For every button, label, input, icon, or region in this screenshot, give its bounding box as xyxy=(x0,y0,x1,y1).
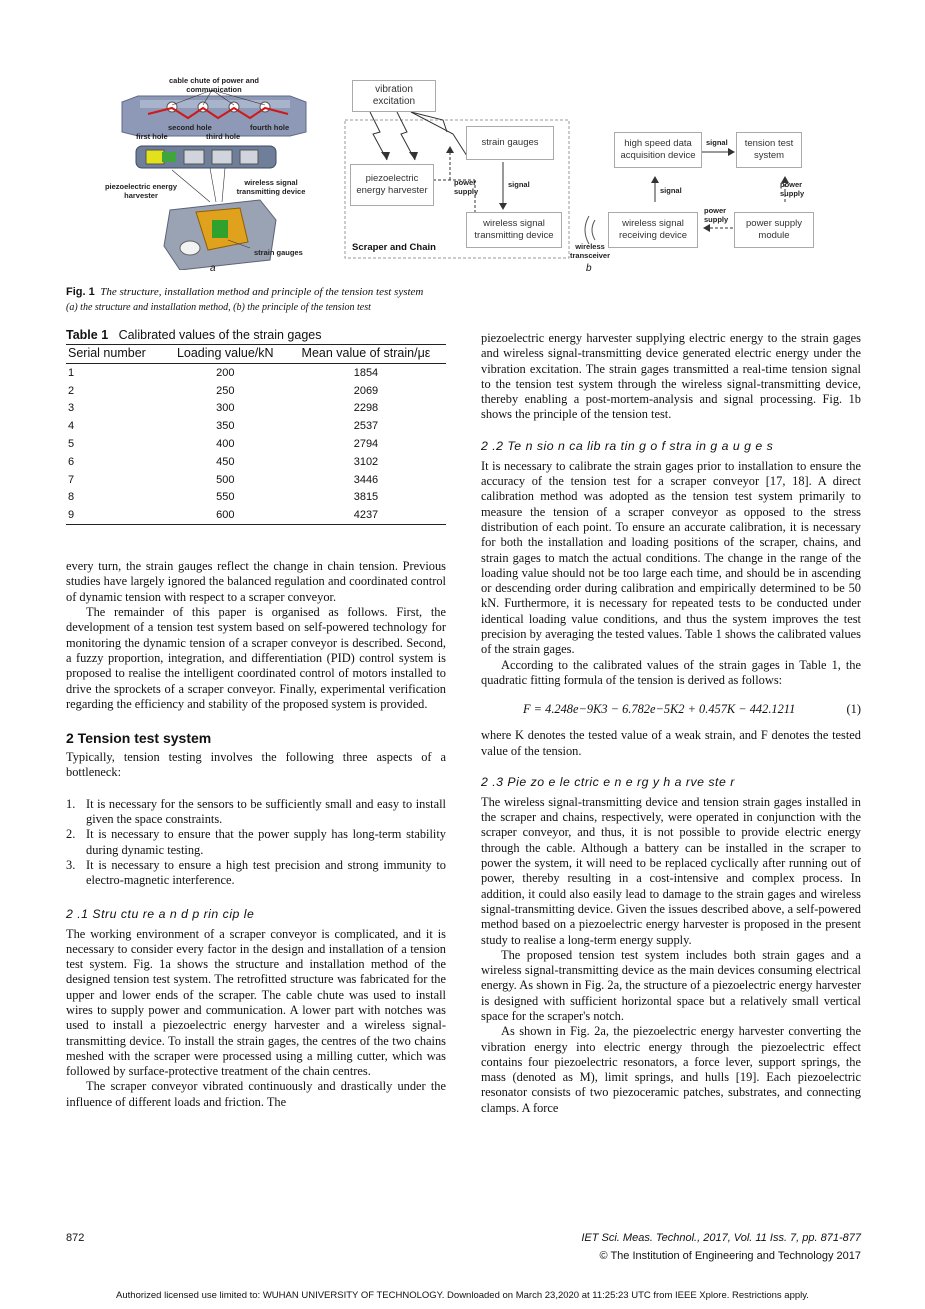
figure-1a-photo xyxy=(100,70,330,270)
section-2-2-heading: 2 .2 Te n sio n ca lib ra tin g o f stra in g a u g e s xyxy=(481,438,774,453)
left-paragraph-1: every turn, the strain gauges reflect the change in chain tension. Previous studies have largely ignored the balanced regulation and coordinated control of dynamic tension with respect to a scraper conveyor. xyxy=(66,559,446,604)
label-second-hole: second hole xyxy=(168,123,212,132)
table-1-grid xyxy=(66,344,446,525)
bottleneck-list xyxy=(66,797,446,889)
left-paragraph-5: The scraper conveyor vibrated continuously and drastically under the influence of different loads and friction. The xyxy=(66,1079,446,1109)
table-cell: 2069 xyxy=(353,384,379,397)
table-cell: 3102 xyxy=(353,455,379,468)
label-fourth-hole: fourth hole xyxy=(250,123,290,132)
caption-label: Fig. 1 xyxy=(66,286,95,298)
table-cell: 250 xyxy=(216,384,235,397)
scraper-structure-illustration xyxy=(100,70,330,270)
list-item-number: 2. xyxy=(66,827,76,842)
table-cell: 4237 xyxy=(353,509,379,522)
list-item-text: It is necessary to ensure a high test precision and strong immunity to electro-magnetic interference. xyxy=(86,857,446,888)
label-signal-1: signal xyxy=(508,180,530,189)
table-cell: 2794 xyxy=(353,438,379,451)
label-wireless-device: wireless signal transmitting device xyxy=(236,178,306,196)
section-2-heading: 2 Tension test system xyxy=(66,730,212,747)
equation-number: (1) xyxy=(846,702,861,717)
table-row xyxy=(66,506,446,524)
label-piezo-harvester: piezoelectric energy harvester xyxy=(104,182,178,200)
page-number: 872 xyxy=(66,1232,85,1244)
license-notice: Authorized licensed use limited to: WUHAN UNIVERSITY OF TECHNOLOGY. Downloaded on March 23,2020 at 11:25:23 UTC from IEEE Xplore. Restrictions apply. xyxy=(116,1290,809,1301)
table-cell: 2298 xyxy=(353,402,379,415)
table-row xyxy=(66,400,446,418)
table-cell: 7 xyxy=(68,473,75,486)
table-cell: 550 xyxy=(216,491,235,504)
table-row xyxy=(66,489,446,507)
list-item xyxy=(66,797,446,828)
table-header: Serial number xyxy=(66,345,165,364)
right-paragraph-1: piezoelectric energy harvester supplying electric energy to the strain gages and wireless signal-transmitting device generated electric energy under the vibration excitation. The strain gages transmitted a real-time tension signal to the tension test system through the wireless signal-transmitting device, thereby enabling a post-mortem-analysis and signal processing. Fig. 1b shows the principle of the tension test. xyxy=(481,331,861,422)
figure-1 xyxy=(100,70,840,285)
table-cell: 500 xyxy=(216,473,235,486)
box-wireless-receiving: wireless signal receiving device xyxy=(608,212,698,248)
list-item-text: It is necessary for the sensors to be sufficiently small and easy to install given the space constraints. xyxy=(86,796,446,827)
caption-description: (a) the structure and installation method, (b) the principle of the tension test xyxy=(66,302,371,313)
table-cell: 350 xyxy=(216,420,235,433)
section-2-3-heading: 2 .3 Pie zo e le ctric e n e rg y h a rve ste r xyxy=(481,774,735,789)
caption-title: The structure, installation method and principle of the tension test system xyxy=(100,286,424,298)
right-paragraph-2: It is necessary to calibrate the strain gages prior to installation to ensure the accuracy of the tension test for a scraper conveyor [17, 18]. A direct calibration method was adopted as the tension test system primarily to measure the tension of a scraper conveyor as opposed to the stress distribution of each point. To ensure an accurate calibration, it is necessary for both the installation and loading positions of the scraper, chains, and strain gages to match the actual conditions. The change in the range of the loading value should not be too large each time, and should be in ascending or descending order during calibration and empirically determined to be 50 kN. Furthermore, it is necessary for repeated tests to be conducted under identical loading value conditions, and thus the system improves the test precision by averaging the tested values. Table 1 shows the calibrated values of the strain gages. xyxy=(481,458,861,657)
box-vibration-excitation: vibration excitation xyxy=(352,80,436,112)
table-row xyxy=(66,382,446,400)
left-column xyxy=(66,328,446,1110)
table-cell: 2 xyxy=(68,384,75,397)
right-paragraph-3: According to the calibrated values of the strain gages in Table 1, the quadratic fitting formula of the tension is derived as follows: xyxy=(481,657,861,687)
label-signal-2: signal xyxy=(706,138,728,147)
table-cell: 400 xyxy=(216,438,235,451)
right-column xyxy=(481,331,861,1116)
label-first-hole: first hole xyxy=(136,132,168,141)
table-row xyxy=(66,471,446,489)
table-cell: 5 xyxy=(68,438,75,451)
table-label: Table 1 xyxy=(66,328,109,342)
table-cell: 1 xyxy=(68,366,75,379)
table-cell: 3815 xyxy=(353,491,379,504)
table-1 xyxy=(66,328,446,525)
box-high-speed-daq: high speed data acquisition device xyxy=(614,132,702,168)
table-cell: 3 xyxy=(68,402,75,415)
equation-text: F = 4.248e−9K3 − 6.782e−5K2 + 0.457K − 442.1211 xyxy=(523,702,796,717)
box-tension-test-system: tension test system xyxy=(736,132,802,168)
table-cell: 450 xyxy=(216,455,235,468)
right-paragraph-5: The wireless signal-transmitting device and tension strain gages installed in the scraper and chains, respectively, were operated in conjunction with the scraper conveyor, and thus, it is not possible to provide electric energy through the cable. Although a battery can be installed in the scraper to power the system, it will need to be replaced cyclically after running out of power, thereby resulting in a cost-intensive and complex process. In addition, it could also easily lead to damage to the strain gages and wireless signal-transmitting device. Given the issues described above, a self-powered method based on a piezoelectric energy harvester is proposed in the present study to realise a long-term energy supply. xyxy=(481,794,861,947)
table-cell: 8 xyxy=(68,491,75,504)
label-scraper-and-chain: Scraper and Chain xyxy=(352,242,436,253)
table-cell: 9 xyxy=(68,509,75,522)
label-cable-chute: cable chute of power and communication xyxy=(168,76,259,94)
table-row xyxy=(66,435,446,453)
table-cell: 3446 xyxy=(353,473,379,486)
table-cell: 4 xyxy=(68,420,75,433)
table-row xyxy=(66,364,446,382)
label-power-supply-3: power supply xyxy=(704,206,729,224)
right-paragraph-4: where K denotes the tested value of a weak strain, and F denotes the tested value of the tension. xyxy=(481,728,861,758)
sub-label-a: a xyxy=(210,263,216,274)
list-item-number: 1. xyxy=(66,796,76,811)
left-paragraph-3: Typically, tension testing involves the following three aspects of a bottleneck: xyxy=(66,750,446,780)
list-item-number: 3. xyxy=(66,857,76,872)
label-strain-gauges: strain gauges xyxy=(254,248,303,257)
list-item xyxy=(66,858,446,889)
table-title: Calibrated values of the strain gages xyxy=(118,328,322,342)
figure-1-caption xyxy=(66,285,866,315)
section-2-1-heading: 2 .1 Stru ctu re a n d p rin cip le xyxy=(66,906,255,921)
copyright: © The Institution of Engineering and Technology 2017 xyxy=(599,1250,861,1262)
label-power-supply-2: power supply xyxy=(780,180,805,198)
left-paragraph-4: The working environment of a scraper conveyor is complicated, and it is necessary to consider every factor in the design and installation of a tension test system. Fig. 1a shows the structure and installation method of the designed tension test system. The retrofitted structure was fabricated for the upper and lower ends of the scraper. The cable chute was used to install wires to supply power and communication. A lower part with notches was used to install a piezoelectric energy harvester and a wireless signal-transmitting device. To install the strain gages, the centres of the two chains meshed with the scraper were processed using a milling cutter, which was followed by surface-protective treatment of the chain centres. xyxy=(66,926,446,1079)
table-row xyxy=(66,417,446,435)
table-header: Loading value/kN xyxy=(165,345,286,364)
table-cell: 600 xyxy=(216,509,235,522)
sub-label-b: b xyxy=(586,263,592,274)
table-cell: 2537 xyxy=(353,420,379,433)
equation-1 xyxy=(481,698,861,728)
box-strain-gauges: strain gauges xyxy=(466,126,554,160)
list-item xyxy=(66,827,446,858)
label-power-supply-1: power supply xyxy=(454,178,479,196)
right-paragraph-6: The proposed tension test system includes both strain gages and a wireless signal-transmitting device as the main devices consuming electrical energy. As shown in Fig. 2a, the structure of a piezoelectric energy harvester is designed with sufficient horizontal space but a relatively small vertical space for the scraper's notch. xyxy=(481,947,861,1023)
label-wireless-transceiver: wireless transceiver xyxy=(570,242,611,260)
journal-citation: IET Sci. Meas. Technol., 2017, Vol. 11 Iss. 7, pp. 871-877 xyxy=(581,1232,861,1244)
table-header: Mean value of strain/με xyxy=(286,345,446,364)
box-piezo-harvester: piezoelectric energy harvester xyxy=(350,164,434,206)
table-cell: 1854 xyxy=(353,366,379,379)
right-paragraph-7: As shown in Fig. 2a, the piezoelectric energy harvester converting the vibration energy into electric energy through the piezoelectric effect contains four piezoelectric resonators, a force lever, support springs, the mass (denoted as M), limit springs, and hulls [19]. Each piezoelectric resonator consists of two piezoceramic patches, substrates, and connecting clamps. A force xyxy=(481,1024,861,1115)
label-third-hole: third hole xyxy=(206,132,241,141)
table-cell: 200 xyxy=(216,366,235,379)
list-item-text: It is necessary to ensure that the power supply has long-term stability during dynamic testing. xyxy=(86,827,446,857)
box-power-supply-module: power supply module xyxy=(734,212,814,248)
table-cell: 6 xyxy=(68,455,75,468)
box-wireless-transmitting: wireless signal transmitting device xyxy=(466,212,562,248)
label-signal-3: signal xyxy=(660,186,682,195)
table-row xyxy=(66,453,446,471)
table-cell: 300 xyxy=(216,402,235,415)
left-paragraph-2: The remainder of this paper is organised as follows. First, the development of a tension test system based on self-powered technology for monitoring the dynamic tension of a scraper conveyor is described. Second, a fuzzy proportion, integration, and differentiation (PID) control system is proposed to realise the intelligent coordinated control of motors installed to drive the sprockets of a scraper conveyor. Finally, experimental verification regarding the efficiency and stability of the proposed system is provided. xyxy=(66,605,446,711)
